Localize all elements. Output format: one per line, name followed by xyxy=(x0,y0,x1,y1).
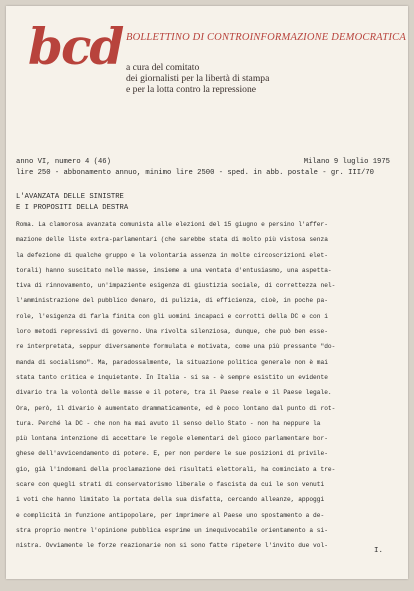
article-body xyxy=(16,217,397,554)
body-line: nistra. Ovviamente le forze reazionarie non si sono fatte ripetere l'invito due vol- xyxy=(16,542,328,550)
body-line: l'amministrazione del pubblico denaro, di pulizia, di efficienza, cioè, in poche pa- xyxy=(16,297,328,305)
body-line: role, l'esigenza di farla finita con gli uomini incapaci e corrotti della DC e con i xyxy=(16,312,328,320)
subtitle-line: a cura del comitato xyxy=(126,62,200,73)
body-line: divario tra la volontà delle masse e il potere, tra il Paese reale e il Paese legale. xyxy=(16,389,332,397)
subtitle-line: dei giornalisti per la libertà di stampa xyxy=(126,73,270,84)
subtitle-line: e per la lotta contro la repressione xyxy=(126,84,256,95)
body-line: torali) hanno suscitato nelle masse, insieme a una ventata d'entusiasmo, una aspetta- xyxy=(16,266,332,274)
headline-line: L'AVANZATA DELLE SINISTRE xyxy=(16,193,124,201)
article-headline xyxy=(16,192,128,214)
body-line: e complicità in funzione antipopolare, per imprimere al Paese uno spostamento a de- xyxy=(16,511,325,519)
body-line: tura. Perché la DC - che non ha mai avuto il senso dello Stato - non ha neppure la xyxy=(16,419,321,427)
body-line: manda di socialismo". Ma, paradossalmente, la situazione politica generale non è mai xyxy=(16,358,328,366)
body-line: ghese dell'avvicendamento di potere. E, per non perdere le sue posizioni di privile- xyxy=(16,450,328,458)
body-line: Roma. La clamorosa avanzata comunista alle elezioni del 15 giugno e persino l'affer- xyxy=(16,221,328,228)
page-number: I. xyxy=(374,547,384,555)
body-line: re interpretata, seppur diversamente formulata e motivata, come una più pressante "do- xyxy=(16,343,336,351)
body-line: i voti che hanno limitato la portata della sua disfatta, cercando alleanze, appoggi xyxy=(16,496,325,504)
issue-info xyxy=(16,157,390,179)
body-line: gio, già l'indomani della proclamazione dei risultati elettorali, ha cominciato a tre- xyxy=(16,465,336,473)
bcd-logo: bcd xyxy=(28,17,123,76)
body-line: stata tanto critica e inquietante. In Italia - si sa - è sempre esistito un evidente xyxy=(16,373,328,381)
body-line: la defezione di qualche gruppo e la volontaria assenza in molte circoscrizioni elet- xyxy=(16,251,328,259)
issue-number: anno VI, numero 4 (46) xyxy=(16,158,111,166)
issue-place-date: Milano 9 luglio 1975 xyxy=(303,158,390,166)
masthead-subtitle xyxy=(126,62,269,95)
issue-price: lire 250 - abbonamento annuo, minimo lire 2500 - sped. in abb. postale - gr. III/70 xyxy=(16,169,374,177)
headline-line: E I PROPOSITI DELLA DESTRA xyxy=(16,204,129,212)
bulletin-title: BOLLETTINO DI CONTROINFORMAZIONE DEMOCRATICA xyxy=(126,32,406,43)
body-line: tiva di rinnovamento, un'impaziente esigenza di giustizia sociale, di correttezza nel- xyxy=(16,282,336,290)
body-line: più lontana intenzione di accettare le regole elementari del gioco parlamentare bor- xyxy=(16,435,328,443)
document-page xyxy=(6,6,408,579)
body-line: stra proprio mentre l'opinione pubblica esprime un inequivocabile orientamento a si- xyxy=(16,526,328,534)
body-line: loro metodi repressivi di governo. Una rivolta silenziosa, dunque, che può ben esse- xyxy=(16,328,328,336)
body-line: mazione delle liste extra-parlamentari (che sarebbe stata di molto più vistosa senza xyxy=(16,236,328,244)
body-line: Ora, però, il divario è aumentato drammaticamente, ed è poco lontano dal punto di rot- xyxy=(16,404,336,412)
body-line: scare con quegli strati di conservatorismo liberale o fascista da cui le son venuti xyxy=(16,481,325,489)
